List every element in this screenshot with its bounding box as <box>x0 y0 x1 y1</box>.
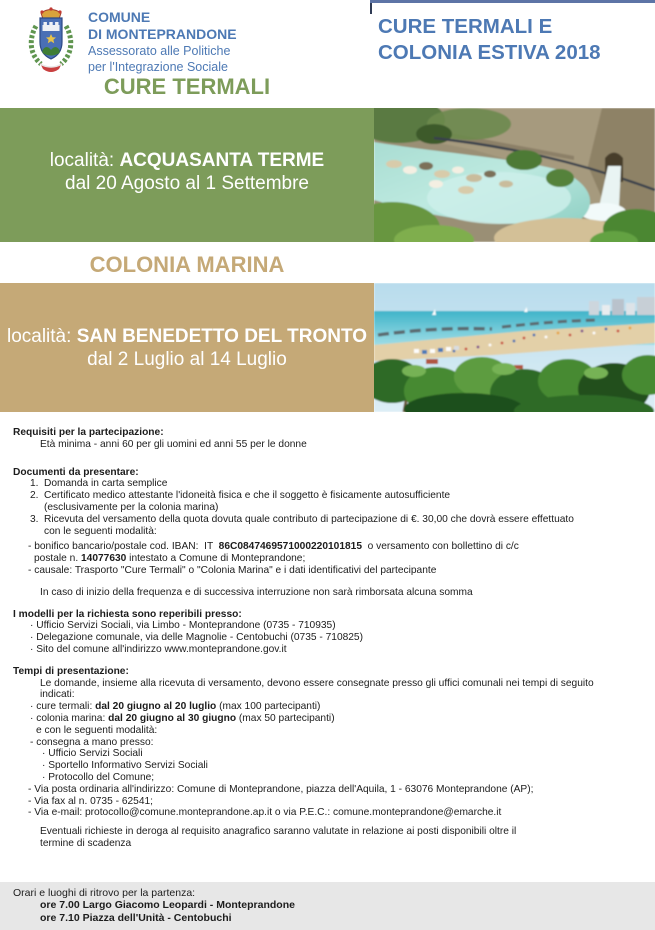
tempi-intro-line1: Le domande, insieme alla ricevuta di versamento, devono essere consegnate presso gli uffici comunali nei tempi di seguito <box>40 677 594 689</box>
colonia-marina-deadline: · colonia marina: dal 20 giugno al 30 giugno (max 50 partecipanti) <box>30 712 335 724</box>
requisiti-heading: Requisiti per la partecipazione: <box>13 427 164 438</box>
municipality-block <box>88 9 237 75</box>
main-title <box>370 0 655 92</box>
municipality-name-line1: COMUNE <box>88 9 151 25</box>
department-line2: per l'Integrazione Sociale <box>88 60 228 74</box>
bonifico-line: - bonifico bancario/postale cod. IBAN: IT 86C0847469571000220101815 o versamento con bollettino di c/c <box>28 541 519 553</box>
documenti-heading: Documenti da presentare: <box>13 466 139 478</box>
requisiti-text: Età minima - anni 60 per gli uomini ed anni 55 per le donne <box>40 438 307 450</box>
cure-location-line <box>50 149 324 172</box>
colonia-location-label: località: <box>6 325 77 347</box>
consegna-item-ufficio: · Ufficio Servizi Sociali <box>42 748 143 760</box>
comune-crest-logo <box>25 4 77 76</box>
postale-line: postale n. 14077630 intestato a Comune di Monteprandone; <box>34 553 306 565</box>
cure-location-label: località: <box>49 150 120 171</box>
departure-time-1: ore 7.00 Largo Giacomo Leopardi - Monteprandone <box>40 899 295 912</box>
documenti-item-2-cont: (esclusivamente per la colonia marina) <box>44 501 219 513</box>
modelli-item-ufficio: · Ufficio Servizi Sociali, via Limbo - Monteprandone (0735 - 710935) <box>30 620 336 632</box>
cure-location-name: ACQUASANTA TERME <box>119 150 325 171</box>
consegna-item-sportello: · Sportello Informativo Servizi Sociali <box>42 760 208 772</box>
san-benedetto-photo <box>374 283 655 412</box>
documenti-item-1: 1. Domanda in carta semplice <box>30 478 168 490</box>
department-line1: Assessorato alle Politiche <box>88 44 231 58</box>
colonia-marina-heading: COLONIA MARINA <box>89 252 285 277</box>
modelli-item-sito: · Sito del comune all'indirizzo www.monteprandone.gov.it <box>30 643 287 655</box>
colonia-location-name: SAN BENEDETTO DEL TRONTO <box>76 325 367 347</box>
consegna-line: - consegna a mano presso: <box>30 736 154 748</box>
documenti-item-3-cont: con le seguenti modalità: <box>44 525 157 537</box>
modelli-heading: I modelli per la richiesta sono reperibili presso: <box>13 608 242 620</box>
colonia-dates: dal 2 Luglio al 14 Luglio <box>87 348 287 370</box>
tempi-intro-line2: indicati: <box>40 689 75 701</box>
departure-time-2: ore 7.10 Piazza dell'Unità - Centobuchi <box>40 911 232 924</box>
email-address: - Via e-mail: protocollo@comune.monteprandone.ap.it o via P.E.C.: comune.monteprandone@emarche.it <box>28 807 502 819</box>
cure-termali-deadline: · cure termali: dal 20 giugno al 20 luglio (max 100 partecipanti) <box>30 701 321 713</box>
main-title-line1: CURE TERMALI E <box>378 15 553 38</box>
fax-number: - Via fax al n. 0735 - 62541; <box>28 795 153 807</box>
cure-dates: dal 20 Agosto al 1 Settembre <box>65 173 309 194</box>
consegna-item-protocollo: · Protocollo del Comune; <box>42 771 155 783</box>
info-body <box>0 420 655 850</box>
main-title-line2: COLONIA ESTIVA 2018 <box>378 41 601 64</box>
departure-footer <box>0 882 655 930</box>
acquasanta-terme-photo <box>374 108 655 242</box>
colonia-location-line <box>7 325 367 348</box>
colonia-marina-banner <box>0 283 374 412</box>
deroga-note-line1: Eventuali richieste in deroga al requisito anagrafico saranno valutate in relazione ai posti disponibili oltre il <box>40 826 517 838</box>
municipality-name-line2: DI MONTEPRANDONE <box>88 26 237 42</box>
departure-heading: Orari e luoghi di ritrovo per la partenza: <box>13 887 196 899</box>
documenti-item-2: 2. Certificato medico attestante l'idoneità fisica e che il soggetto è fisicamente autosufficiente <box>30 490 451 502</box>
refund-note: In caso di inizio della frequenza e di successiva interruzione non sarà rimborsata alcuna somma <box>40 586 473 598</box>
cure-termali-heading: CURE TERMALI <box>103 74 271 99</box>
modalita-line: e con le seguenti modalità: <box>36 724 158 736</box>
causale-line: - causale: Trasporto "Cure Termali" o "Colonia Marina" e i dati identificativi del partecipante <box>28 564 437 576</box>
cure-termali-banner <box>0 108 374 242</box>
documenti-item-3: 3. Ricevuta del versamento della quota dovuta quale contributo di partecipazione di €. 30,00 che dovrà essere effettuato <box>30 513 574 525</box>
tempi-heading: Tempi di presentazione: <box>13 665 129 677</box>
iban-value: 86C0847469571000220101815 <box>218 541 362 553</box>
modelli-item-delegazione: · Delegazione comunale, via delle Magnolie - Centobuchi (0735 - 710825) <box>30 632 363 644</box>
deroga-note-line2: termine di scadenza <box>40 837 132 849</box>
ccp-value: 14077630 <box>81 553 127 565</box>
postal-address: - Via posta ordinaria all'indirizzo: Comune di Monteprandone, piazza dell'Aquila, 1 - 63076 Monteprandone (AP); <box>28 783 534 795</box>
